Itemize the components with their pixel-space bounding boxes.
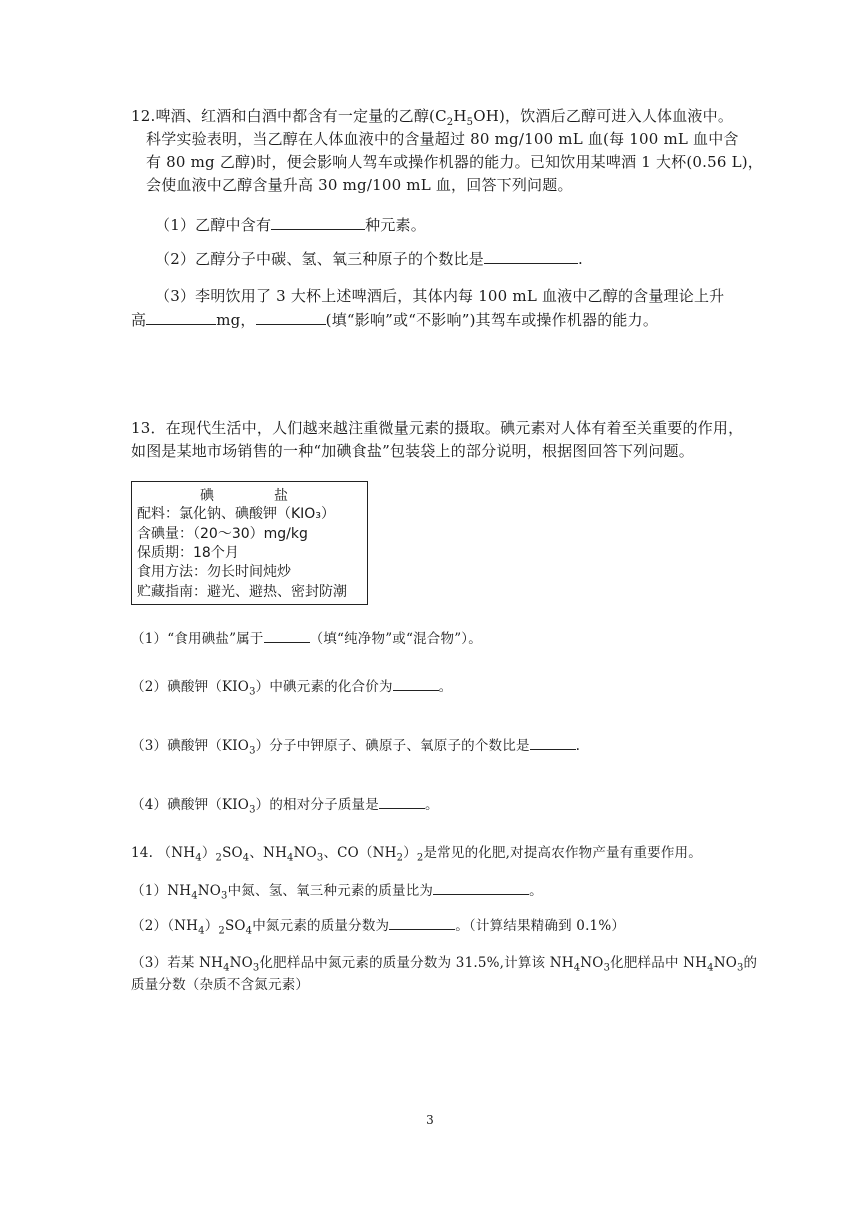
q12-stem-line3: 有 80 mg 乙醇)时，便会影响人驾车或操作机器的能力。已知饮用某啤酒 1 大杯(0.56 L)， xyxy=(146,153,763,171)
label-storage: 贮藏指南：避光、避热、密封防潮 xyxy=(137,584,347,600)
answer-blank[interactable] xyxy=(146,308,216,325)
q12-part1: （1）乙醇中含有 种元素。 xyxy=(155,213,426,235)
q13-part2: （2）碘酸钾$(KIO_3)$中碘元素的化合价为 。 xyxy=(131,676,452,697)
q12-part2: （2）乙醇分子中碳、氢、氧三种原子的个数比是 . xyxy=(155,247,583,269)
answer-blank[interactable] xyxy=(433,880,529,895)
label-shelf-life: 保质期：18个月 xyxy=(137,545,239,561)
q12-part3-line2: 高 mg， (填“影响”或“不影响”)其驾车或操作机器的能力。 xyxy=(131,308,658,330)
q14-part3-line1: （3）若某 $NH_4NO_3$化肥样品中氮元素的质量分数为 31.5%,计算该 $NH_4NO_3$化肥样品中 $NH_4NO_3$的 xyxy=(131,955,758,974)
answer-blank[interactable] xyxy=(264,628,310,643)
answer-blank[interactable] xyxy=(393,676,439,691)
answer-blank[interactable] xyxy=(389,915,455,930)
answer-blank[interactable] xyxy=(484,247,578,264)
q14-part2: $(2)(NH_4)_2SO_4$中氮元素的质量分数为 。（计算结果精确到 0.1%） xyxy=(131,915,625,936)
q13-stem-line1: 13．在现代生活中，人们越来越注重微量元素的摄取。碘元素对人体有着至关重要的作用， xyxy=(131,419,744,437)
q14-part1: $(1)NH_4NO_3$中氮、氢、氧三种元素的质量比为 。 xyxy=(131,880,543,901)
q13-part4: （4）碘酸钾$(KIO_3)$的相对分子质量是 。 xyxy=(131,794,439,815)
answer-blank[interactable] xyxy=(530,735,576,750)
label-usage: 食用方法：勿长时间炖炒 xyxy=(137,564,291,580)
q12-stem-line4: 会使血液中乙醇含量升高 30 mg/100 mL 血，回答下列问题。 xyxy=(146,176,573,194)
answer-blank[interactable] xyxy=(256,308,326,325)
page-number: 3 xyxy=(426,1113,434,1127)
q12-part3-line1: （3）李明饮用了 3 大杯上述啤酒后，其体内每 100 mL 血液中乙醇的含量理论上升 xyxy=(155,287,725,305)
answer-blank[interactable] xyxy=(271,213,365,230)
q12-stem-line2: 科学实验表明，当乙醇在人体血液中的含量超过 80 mg/100 mL 血(每 100 mL 血中含 xyxy=(146,130,739,148)
q14-stem: 14. $(NH_4)_2SO_4$、$NH_4NO_3$、$CO(NH_2)_2$是常见的化肥,对提高农作物产量有重要作用。 xyxy=(131,845,702,864)
answer-blank[interactable] xyxy=(379,794,425,809)
label-ingredients: 配料：氯化钠、碘酸钾（KIO₃） xyxy=(137,506,335,522)
q13-part3: （3）碘酸钾$(KIO_3)$分子中钾原子、碘原子、氧原子的个数比是 . xyxy=(131,735,580,756)
label-iodine-content: 含碘量：（20～30）mg/kg xyxy=(137,526,308,542)
q13-part1: （1）“食用碘盐”属于 （填“纯净物”或“混合物”）。 xyxy=(131,628,482,649)
q14-part3-line2: 质量分数（杂质不含氮元素） xyxy=(131,977,310,993)
q13-stem-line2: 如图是某地市场销售的一种“加碘食盐”包装袋上的部分说明，根据图回答下列问题。 xyxy=(131,442,694,460)
q12-stem-line1: 12.啤酒、红酒和白酒中都含有一定量的乙醇$(C_2H_5OH)$，饮酒后乙醇可进入人体血液中。 xyxy=(131,107,734,128)
iodized-salt-label: 碘 盐 配料：氯化钠、碘酸钾（KIO₃） 含碘量：（20～30）mg/kg 保质期：18个月 食用方法：勿长时间炖炒 贮藏指南：避光、避热、密封防潮 xyxy=(131,481,368,605)
